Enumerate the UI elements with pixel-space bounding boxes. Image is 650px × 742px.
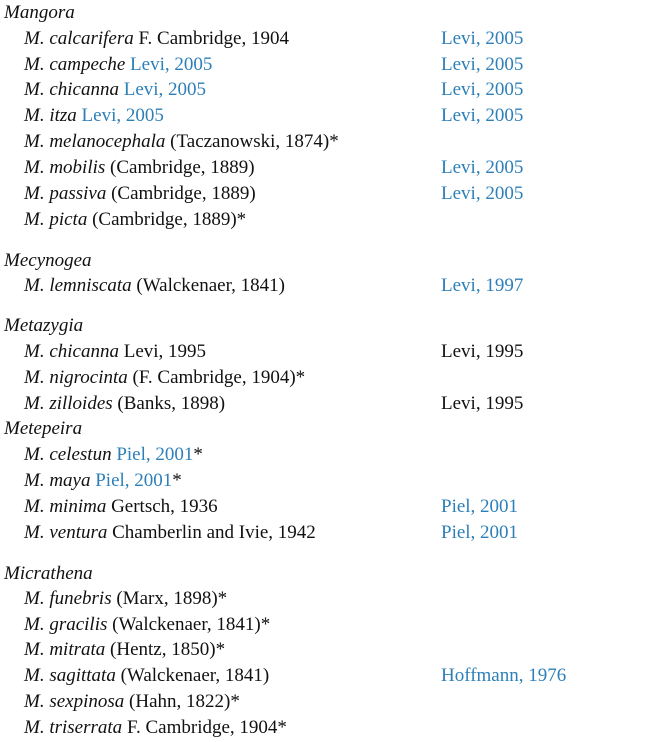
- species-row: [0, 586, 650, 612]
- reference-link[interactable]: Levi, 2005: [441, 105, 524, 126]
- species-entry: [24, 26, 289, 52]
- species-author: (Banks, 1898): [112, 393, 226, 414]
- species-row: [0, 129, 650, 155]
- reference-link[interactable]: Levi, 2005: [441, 79, 524, 100]
- asterisk-mark: *: [230, 691, 240, 712]
- species-name: M. itza: [24, 105, 77, 126]
- species-row: [0, 468, 650, 494]
- species-name: M. melanocephala: [24, 131, 166, 152]
- species-name: M. triserrata: [24, 717, 123, 738]
- species-author: (Marx, 1898): [111, 588, 218, 609]
- reference-link[interactable]: Levi, 2005: [441, 28, 524, 49]
- species-author: (Cambridge, 1889): [106, 183, 256, 204]
- species-entry: [24, 181, 256, 207]
- genus-heading: Metazygia: [4, 315, 84, 336]
- author-citation-link[interactable]: Levi, 2005: [76, 105, 164, 126]
- species-row: [0, 689, 650, 715]
- species-row: [0, 391, 650, 417]
- species-name: M. gracilis: [24, 614, 108, 635]
- species-author: (Walckenaer, 1841): [107, 614, 261, 635]
- species-entry: [24, 663, 269, 689]
- species-row: [0, 103, 650, 129]
- asterisk-mark: *: [260, 614, 271, 635]
- reference-link[interactable]: Piel, 2001: [441, 522, 519, 543]
- genus-heading-row: [0, 313, 650, 339]
- species-name: M. zilloides: [24, 393, 113, 414]
- species-entry: [24, 273, 285, 299]
- species-name: M. mobilis: [24, 157, 106, 178]
- species-entry: [24, 103, 164, 129]
- species-author: F. Cambridge, 1904: [122, 717, 278, 738]
- species-entry: [24, 612, 270, 638]
- species-row: [0, 339, 650, 365]
- species-author: (Cambridge, 1889): [87, 209, 237, 230]
- asterisk-mark: *: [215, 639, 226, 660]
- author-citation-link[interactable]: Levi, 2005: [125, 54, 213, 75]
- genus-heading-row: [0, 561, 650, 587]
- species-name: M. chicanna: [24, 79, 119, 100]
- species-entry: [24, 468, 182, 494]
- asterisk-mark: *: [236, 209, 247, 230]
- species-author: Gertsch, 1936: [106, 496, 218, 517]
- species-author: (Hentz, 1850): [105, 639, 216, 660]
- genus-heading-row: [0, 248, 650, 274]
- species-author: Levi, 1995: [118, 341, 207, 362]
- reference-link[interactable]: Piel, 2001: [441, 496, 519, 517]
- species-row: [0, 637, 650, 663]
- species-author: (Taczanowski, 1874): [165, 131, 330, 152]
- asterisk-mark: *: [277, 717, 287, 738]
- species-row: [0, 663, 650, 689]
- species-name: M. nigrocinta: [24, 367, 128, 388]
- species-row: [0, 520, 650, 546]
- species-entry: [24, 637, 225, 663]
- asterisk-mark: *: [217, 588, 228, 609]
- species-entry: [24, 52, 212, 78]
- species-row: [0, 442, 650, 468]
- species-name: M. mitrata: [24, 639, 106, 660]
- asterisk-mark: *: [295, 367, 306, 388]
- species-author: (Walckenaer, 1841): [131, 275, 285, 296]
- author-citation-link[interactable]: Levi, 2005: [118, 79, 207, 100]
- species-row: [0, 155, 650, 181]
- species-row: [0, 365, 650, 391]
- author-citation-link[interactable]: Piel, 2001: [90, 470, 173, 491]
- species-name: M. funebris: [24, 588, 112, 609]
- species-entry: [24, 207, 246, 233]
- species-name: M. picta: [24, 209, 88, 230]
- species-name: M. passiva: [24, 183, 107, 204]
- asterisk-mark: *: [329, 131, 339, 152]
- author-citation-link[interactable]: Piel, 2001: [111, 444, 194, 465]
- genus-heading: Mangora: [4, 2, 75, 23]
- species-row: [0, 77, 650, 103]
- reference-link[interactable]: Levi, 1997: [441, 275, 524, 296]
- species-entry: [24, 339, 206, 365]
- species-entry: [24, 689, 240, 715]
- species-author: (Hahn, 1822): [124, 691, 231, 712]
- species-row: [0, 715, 650, 741]
- reference-link[interactable]: Hoffmann, 1976: [441, 665, 567, 686]
- species-author: (Cambridge, 1889): [105, 157, 255, 178]
- species-author: (F. Cambridge, 1904): [127, 367, 296, 388]
- reference-text: Levi, 1995: [441, 341, 524, 362]
- species-entry: [24, 391, 225, 417]
- species-row: [0, 273, 650, 299]
- species-row: [0, 207, 650, 233]
- species-name: M. chicanna: [24, 341, 119, 362]
- species-row: [0, 52, 650, 78]
- species-name: M. maya: [24, 470, 91, 491]
- reference-text: Levi, 1995: [441, 393, 524, 414]
- genus-heading: Micrathena: [4, 563, 93, 584]
- species-entry: [24, 494, 218, 520]
- species-name: M. ventura: [24, 522, 108, 543]
- genus-heading-row: [0, 416, 650, 442]
- species-row: [0, 26, 650, 52]
- species-entry: [24, 77, 206, 103]
- asterisk-mark: *: [193, 444, 203, 465]
- species-entry: [24, 715, 287, 741]
- species-row: [0, 494, 650, 520]
- species-author: Chamberlin and Ivie, 1942: [107, 522, 316, 543]
- reference-link[interactable]: Levi, 2005: [441, 54, 524, 75]
- reference-link[interactable]: Levi, 2005: [441, 183, 524, 204]
- genus-heading: Metepeira: [4, 418, 83, 439]
- species-name: M. minima: [24, 496, 107, 517]
- species-name: M. sagittata: [24, 665, 116, 686]
- species-entry: [24, 586, 227, 612]
- genus-heading-row: [0, 0, 650, 26]
- species-row: [0, 612, 650, 638]
- species-name: M. campeche: [24, 54, 126, 75]
- species-name: M. lemniscata: [24, 275, 132, 296]
- reference-link[interactable]: Levi, 2005: [441, 157, 524, 178]
- species-author: F. Cambridge, 1904: [133, 28, 289, 49]
- species-entry: [24, 365, 305, 391]
- asterisk-mark: *: [172, 470, 182, 491]
- species-name: M. calcarifera: [24, 28, 134, 49]
- species-entry: [24, 155, 255, 181]
- species-entry: [24, 129, 339, 155]
- species-author: (Walckenaer, 1841): [115, 665, 270, 686]
- species-row: [0, 181, 650, 207]
- species-name: M. sexpinosa: [24, 691, 125, 712]
- genus-heading: Mecynogea: [4, 250, 92, 271]
- species-entry: [24, 520, 316, 546]
- species-entry: [24, 442, 203, 468]
- species-name: M. celestun: [24, 444, 112, 465]
